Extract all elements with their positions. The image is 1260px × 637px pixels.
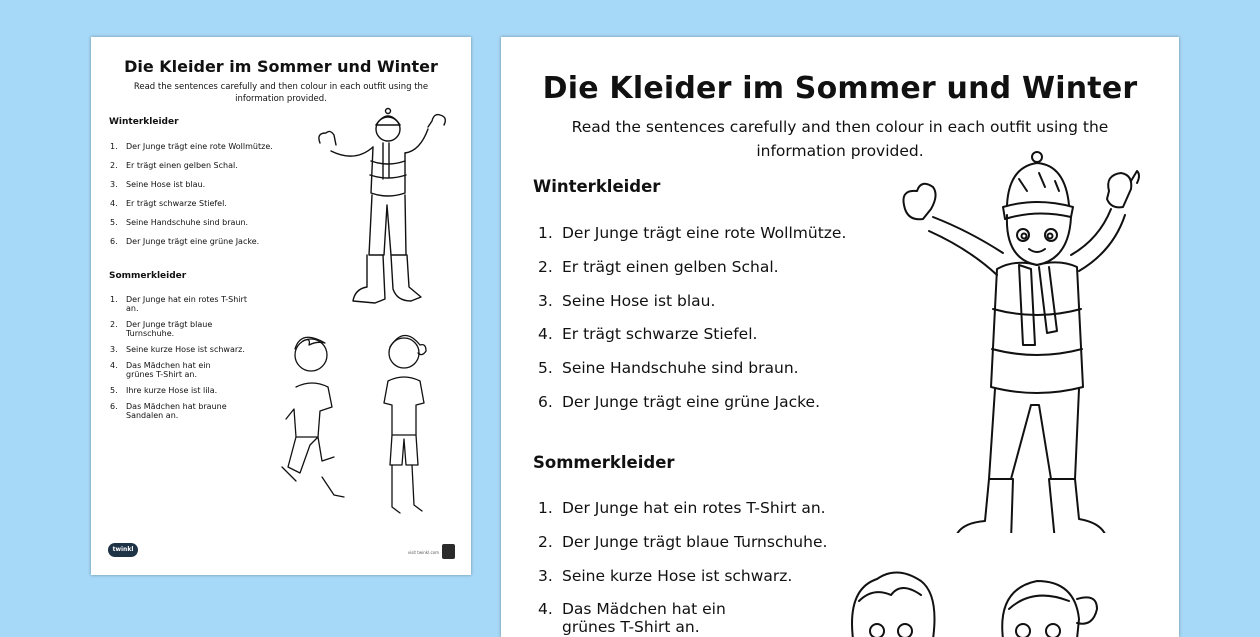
section-heading-winter: Winterkleider [533,177,661,196]
summer-list [110,295,250,427]
list-item: 3. Seine Hose ist blau. [538,291,716,310]
list-item: 5. Ihre kurze Hose ist lila. [110,386,218,395]
worksheet-instructions: Read the sentences carefully and then colour in each outfit using the information provided. [133,82,429,104]
list-item: 4. Das Mädchen hat ein grünes T-Shirt an. [538,600,726,637]
winter-list [110,142,295,256]
winter-boy-illustration [899,149,1144,533]
list-item: 2. Er trägt einen gelben Schal. [538,257,779,276]
section-heading-summer: Sommerkleider [109,271,187,281]
worksheet-title: Die Kleider im Sommer und Winter [542,71,1138,106]
summer-list [538,499,898,637]
list-item: 1. Der Junge hat ein rotes T-Shirt an. [110,295,247,313]
twinkl-logo: twinkl [108,543,138,557]
list-item: 2. Der Junge trägt blaue Turnschuhe. [110,320,213,338]
summer-children-illustration [274,327,444,527]
section-heading-winter: Winterkleider [109,117,179,127]
section-heading-summer: Sommerkleider [533,453,675,472]
list-item: 4. Er trägt schwarze Stiefel. [110,199,227,208]
list-item: 5. Seine Handschuhe sind braun. [538,359,799,378]
summer-children-illustration [847,559,1127,637]
list-item: 1. Der Junge hat ein rotes T-Shirt an. [538,499,826,517]
list-item: 1. Der Junge trägt eine rote Wollmütze. [538,224,847,242]
list-item: 3. Seine kurze Hose ist schwarz. [538,566,793,585]
list-item: 2. Er trägt einen gelben Schal. [110,161,238,170]
list-item: 3. Seine Hose ist blau. [110,180,206,189]
list-item: 6. Das Mädchen hat braune Sandalen an. [110,402,227,420]
list-item: 5. Seine Handschuhe sind braun. [110,218,249,227]
worksheet-title: Die Kleider im Sommer und Winter [124,57,438,76]
list-item: 3. Seine kurze Hose ist schwarz. [110,345,245,354]
worksheet-preview [501,37,1179,637]
list-item: 2. Der Junge trägt blaue Turnschuhe. [538,532,828,551]
list-item: 6. Der Junge trägt eine grüne Jacke. [538,392,821,411]
winter-list [538,224,898,427]
list-item: 1. Der Junge trägt eine rote Wollmütze. [110,142,273,151]
footer-url: visit twinkl.com [407,550,439,555]
worksheet-instructions: Read the sentences carefully and then colour in each outfit using the information provided. [571,118,1109,160]
winter-boy-illustration [315,105,449,313]
worksheet-thumbnail [91,37,471,575]
brand-badge-icon [442,544,455,559]
list-item: 4. Er trägt schwarze Stiefel. [538,325,758,344]
list-item: 6. Der Junge trägt eine grüne Jacke. [110,237,260,246]
list-item: 4. Das Mädchen hat ein grünes T-Shirt an. [110,361,211,379]
